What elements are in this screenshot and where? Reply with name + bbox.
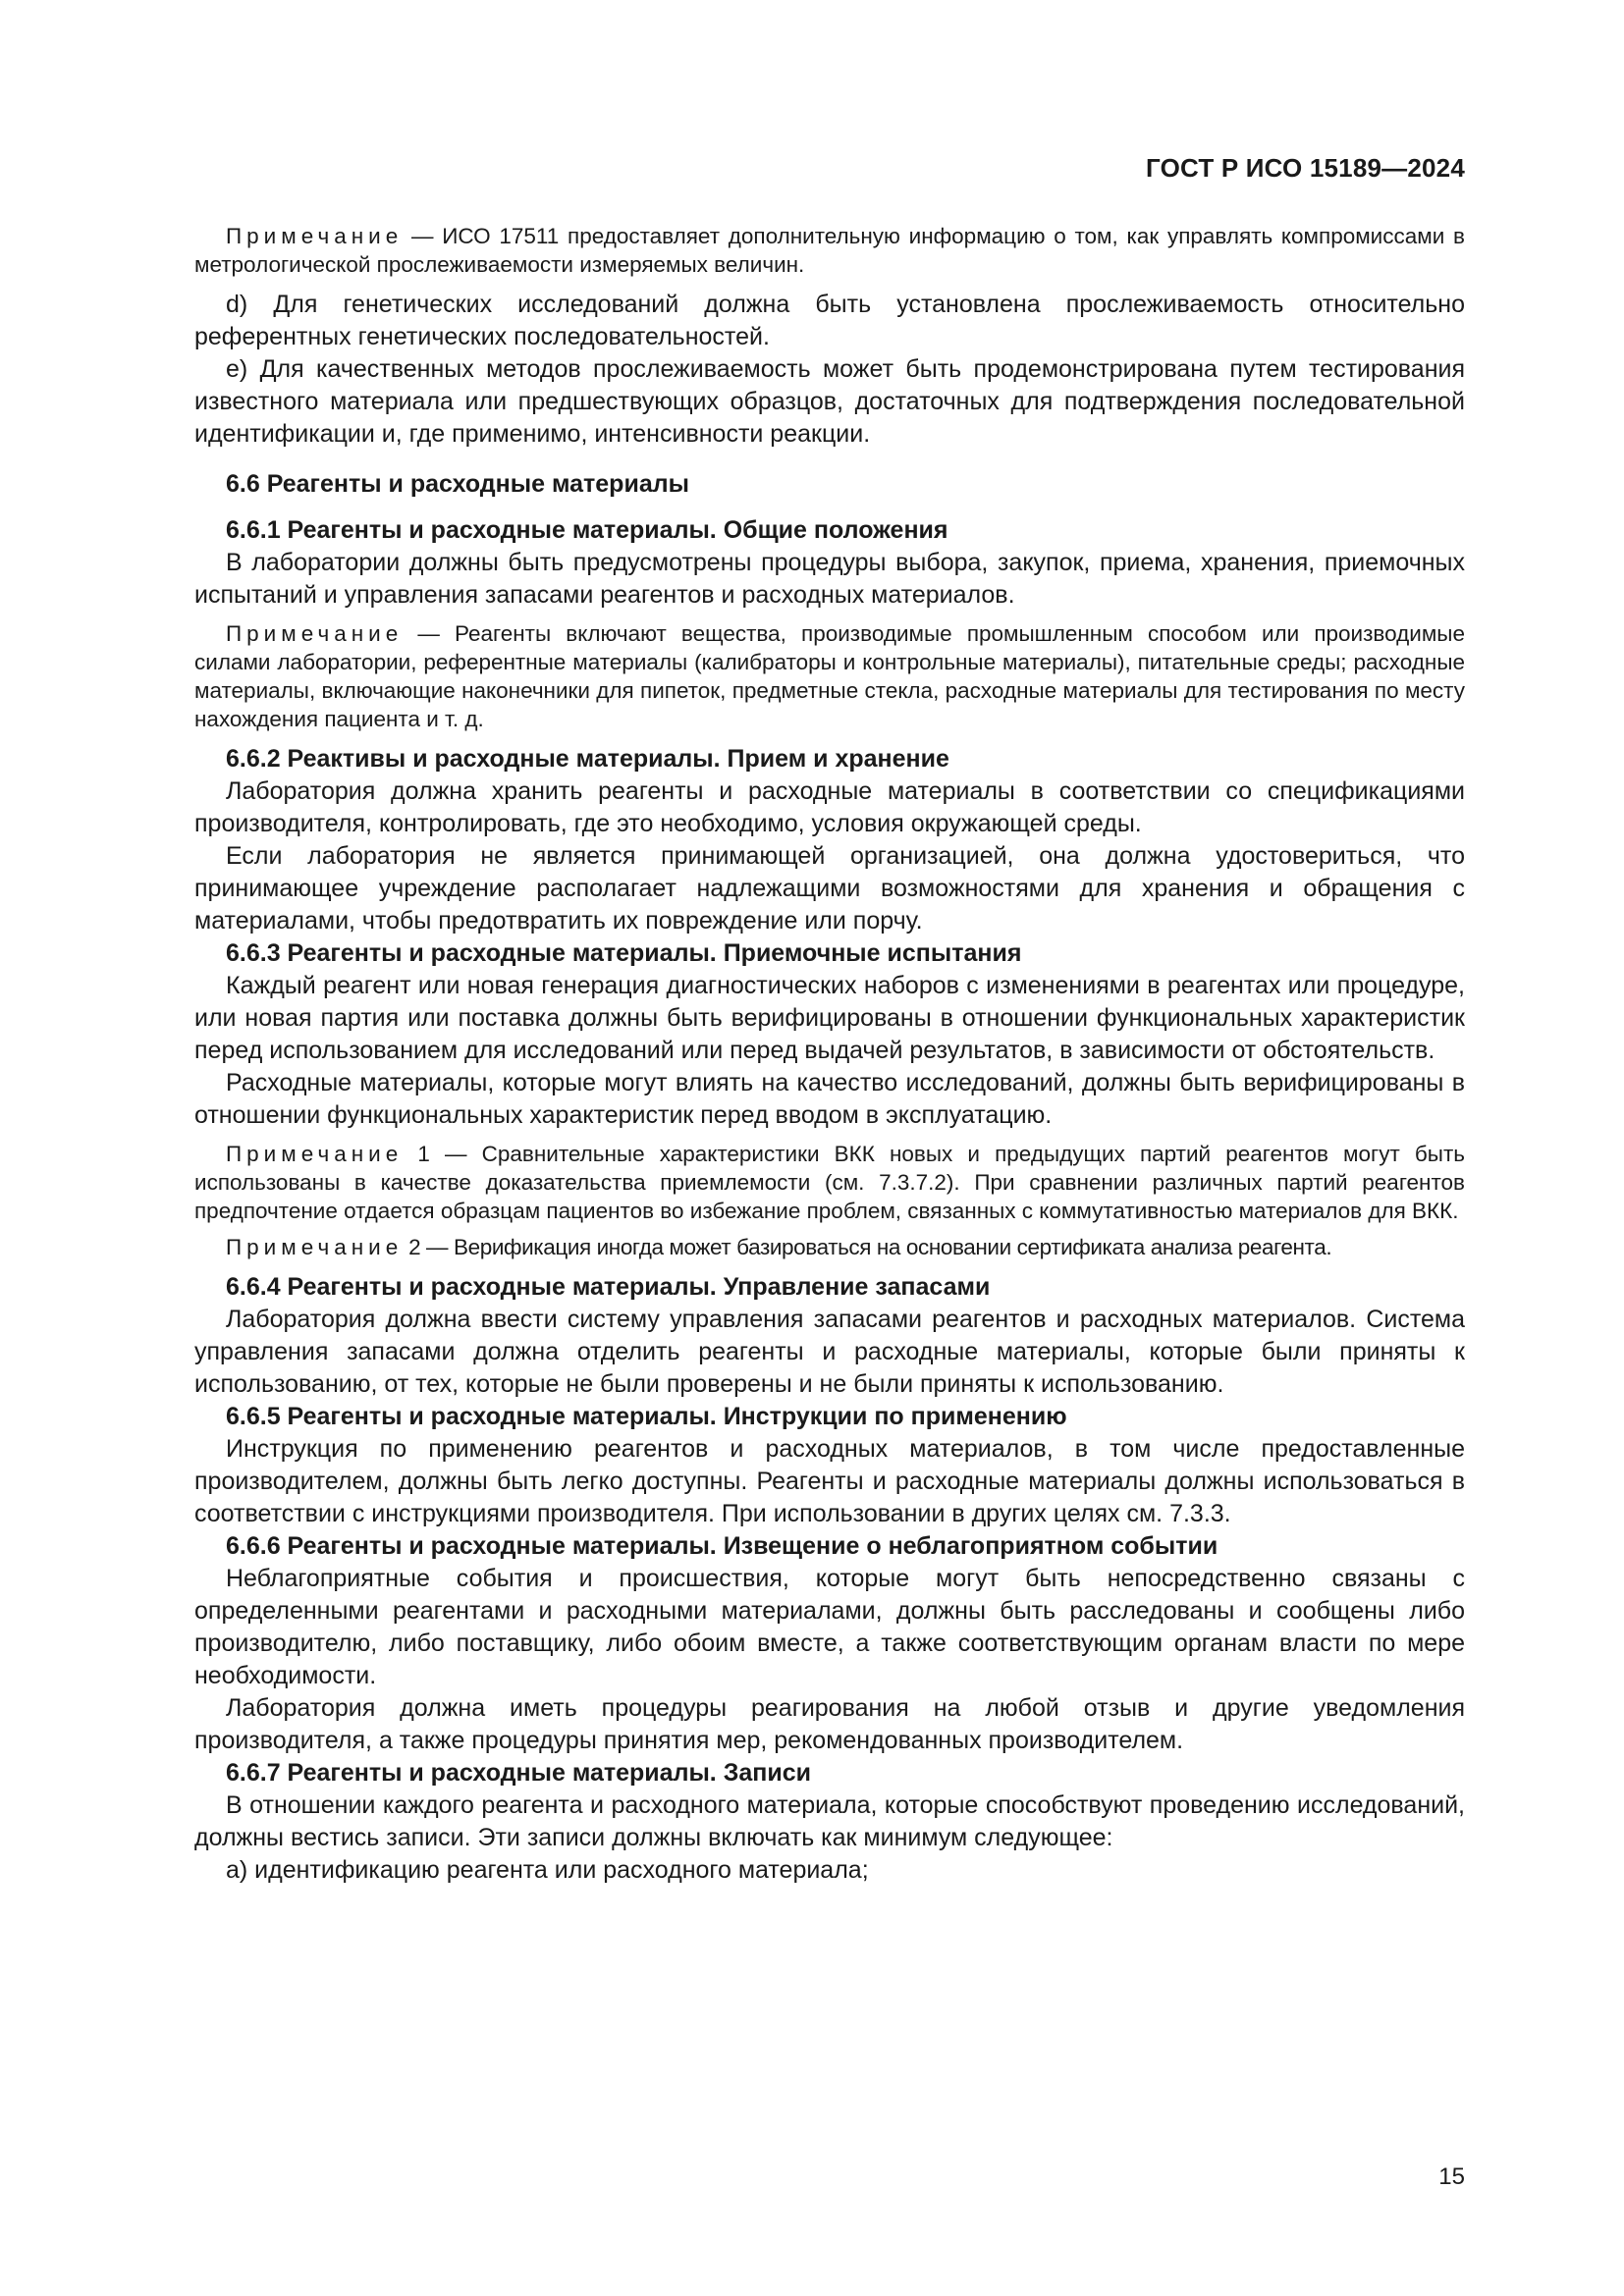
paragraph: В отношении каждого реагента и расходного материала, которые способствуют проведению исследований, должны вестись записи. Эти записи должны включать как минимум следующее: — [194, 1791, 1465, 1851]
paragraph: a) идентификацию реагента или расходного материала; — [226, 1856, 869, 1884]
section-heading: 6.6 Реагенты и расходные материалы — [226, 470, 689, 498]
subsection-heading: 6.6.1 Реагенты и расходные материалы. Общие положения — [226, 516, 948, 544]
paragraph: d) Для генетических исследований должна быть установлена прослеживаемость относительно референтных генетических последовательностей. — [194, 291, 1465, 350]
paragraph: Инструкция по применению реагентов и расходных материалов, в том числе предоставленные производителем, должны быть легко доступны. Реагенты и расходные материалы должны использоваться в соответствии с инструкциями производителя. При использовании в других целях см. 7.3.3. — [194, 1435, 1465, 1527]
paragraph: Лаборатория должна хранить реагенты и расходные материалы в соответствии со спецификациями производителя, контролировать, где это необходимо, условия окружающей среды. — [194, 777, 1465, 837]
paragraph: Если лаборатория не является принимающей организацией, она должна удостовериться, что принимающее учреждение располагает надлежащими возможностями для хранения и обращения с материалами, чтобы предотвратить их повреждение или порчу. — [194, 842, 1465, 934]
paragraph: e) Для качественных методов прослеживаемость может быть продемонстрирована путем тестирования известного материала или предшествующих образцов, достаточных для подтверждения последовательной идентификации и, где применимо, интенсивности реакции. — [194, 355, 1465, 448]
subsection-heading: 6.6.6 Реагенты и расходные материалы. Извещение о неблагоприятном событии — [226, 1532, 1218, 1560]
page-number: 15 — [1438, 2163, 1465, 2190]
note: Примечание — Реагенты включают вещества, производимые промышленным способом или производимые силами лаборатории, референтные материалы (калибраторы и контрольные материалы), питательные среды; расходные материалы, включающие наконечники для пипеток, предметные стекла, расходные материалы для тестирования по месту нахождения пациента и т. д. — [194, 621, 1465, 731]
note: Примечание 1 — Сравнительные характеристики ВКК новых и предыдущих партий реагентов могут быть использованы в качестве доказательства приемлемости (см. 7.3.7.2). При сравнении различных партий реагентов предпочтение отдается образцам пациентов во избежание проблем, связанных с коммутативностью материалов для ВКК. — [194, 1142, 1465, 1223]
note-label: Примечание — [226, 224, 404, 248]
subsection-heading: 6.6.5 Реагенты и расходные материалы. Инструкции по применению — [226, 1403, 1067, 1430]
subsection-heading: 6.6.4 Реагенты и расходные материалы. Управление запасами — [226, 1273, 991, 1301]
note: Примечание — ИСО 17511 предоставляет дополнительную информацию о том, как управлять компромиссами в метрологической прослеживаемости измеряемых величин. — [194, 224, 1465, 277]
note: Примечание 2 — Верификация иногда может базироваться на основании сертификата анализа реагента. — [226, 1235, 1332, 1259]
subsection-heading: 6.6.2 Реактивы и расходные материалы. Прием и хранение — [226, 745, 949, 773]
note-label: Примечание — [226, 1142, 404, 1166]
paragraph: Лаборатория должна иметь процедуры реагирования на любой отзыв и другие уведомления производителя, а также процедуры принятия мер, рекомендованных производителем. — [194, 1694, 1465, 1754]
subsection-heading: 6.6.3 Реагенты и расходные материалы. Приемочные испытания — [226, 939, 1022, 967]
paragraph: Каждый реагент или новая генерация диагностических наборов с изменениями в реагентах или процедуре, или новая партия или поставка должны быть верифицированы в отношении функциональных характеристик перед использованием для исследований или перед выдачей результатов, в зависимости от обстоятельств. — [194, 972, 1465, 1064]
standard-header: ГОСТ Р ИСО 15189—2024 — [1145, 153, 1465, 183]
subsection-heading: 6.6.7 Реагенты и расходные материалы. Записи — [226, 1759, 812, 1787]
page-content — [194, 222, 1465, 1887]
paragraph: Неблагоприятные события и происшествия, которые могут быть непосредственно связаны с определенными реагентами и расходными материалами, должны быть расследованы и сообщены либо производителю, либо поставщику, либо обоим вместе, а также соответствующим органам власти по мере необходимости. — [194, 1565, 1465, 1689]
paragraph: Расходные материалы, которые могут влиять на качество исследований, должны быть верифицированы в отношении функциональных характеристик перед вводом в эксплуатацию. — [194, 1069, 1465, 1129]
paragraph: Лаборатория должна ввести систему управления запасами реагентов и расходных материалов. Система управления запасами должна отделить реагенты и расходные материалы, которые были приняты к использованию, от тех, которые не были проверены и не были приняты к использованию. — [194, 1306, 1465, 1398]
note-label: Примечание — [226, 621, 404, 646]
note-label: Примечание — [226, 1235, 404, 1259]
paragraph: В лаборатории должны быть предусмотрены процедуры выбора, закупок, приема, хранения, приемочных испытаний и управления запасами реагентов и расходных материалов. — [194, 549, 1465, 609]
